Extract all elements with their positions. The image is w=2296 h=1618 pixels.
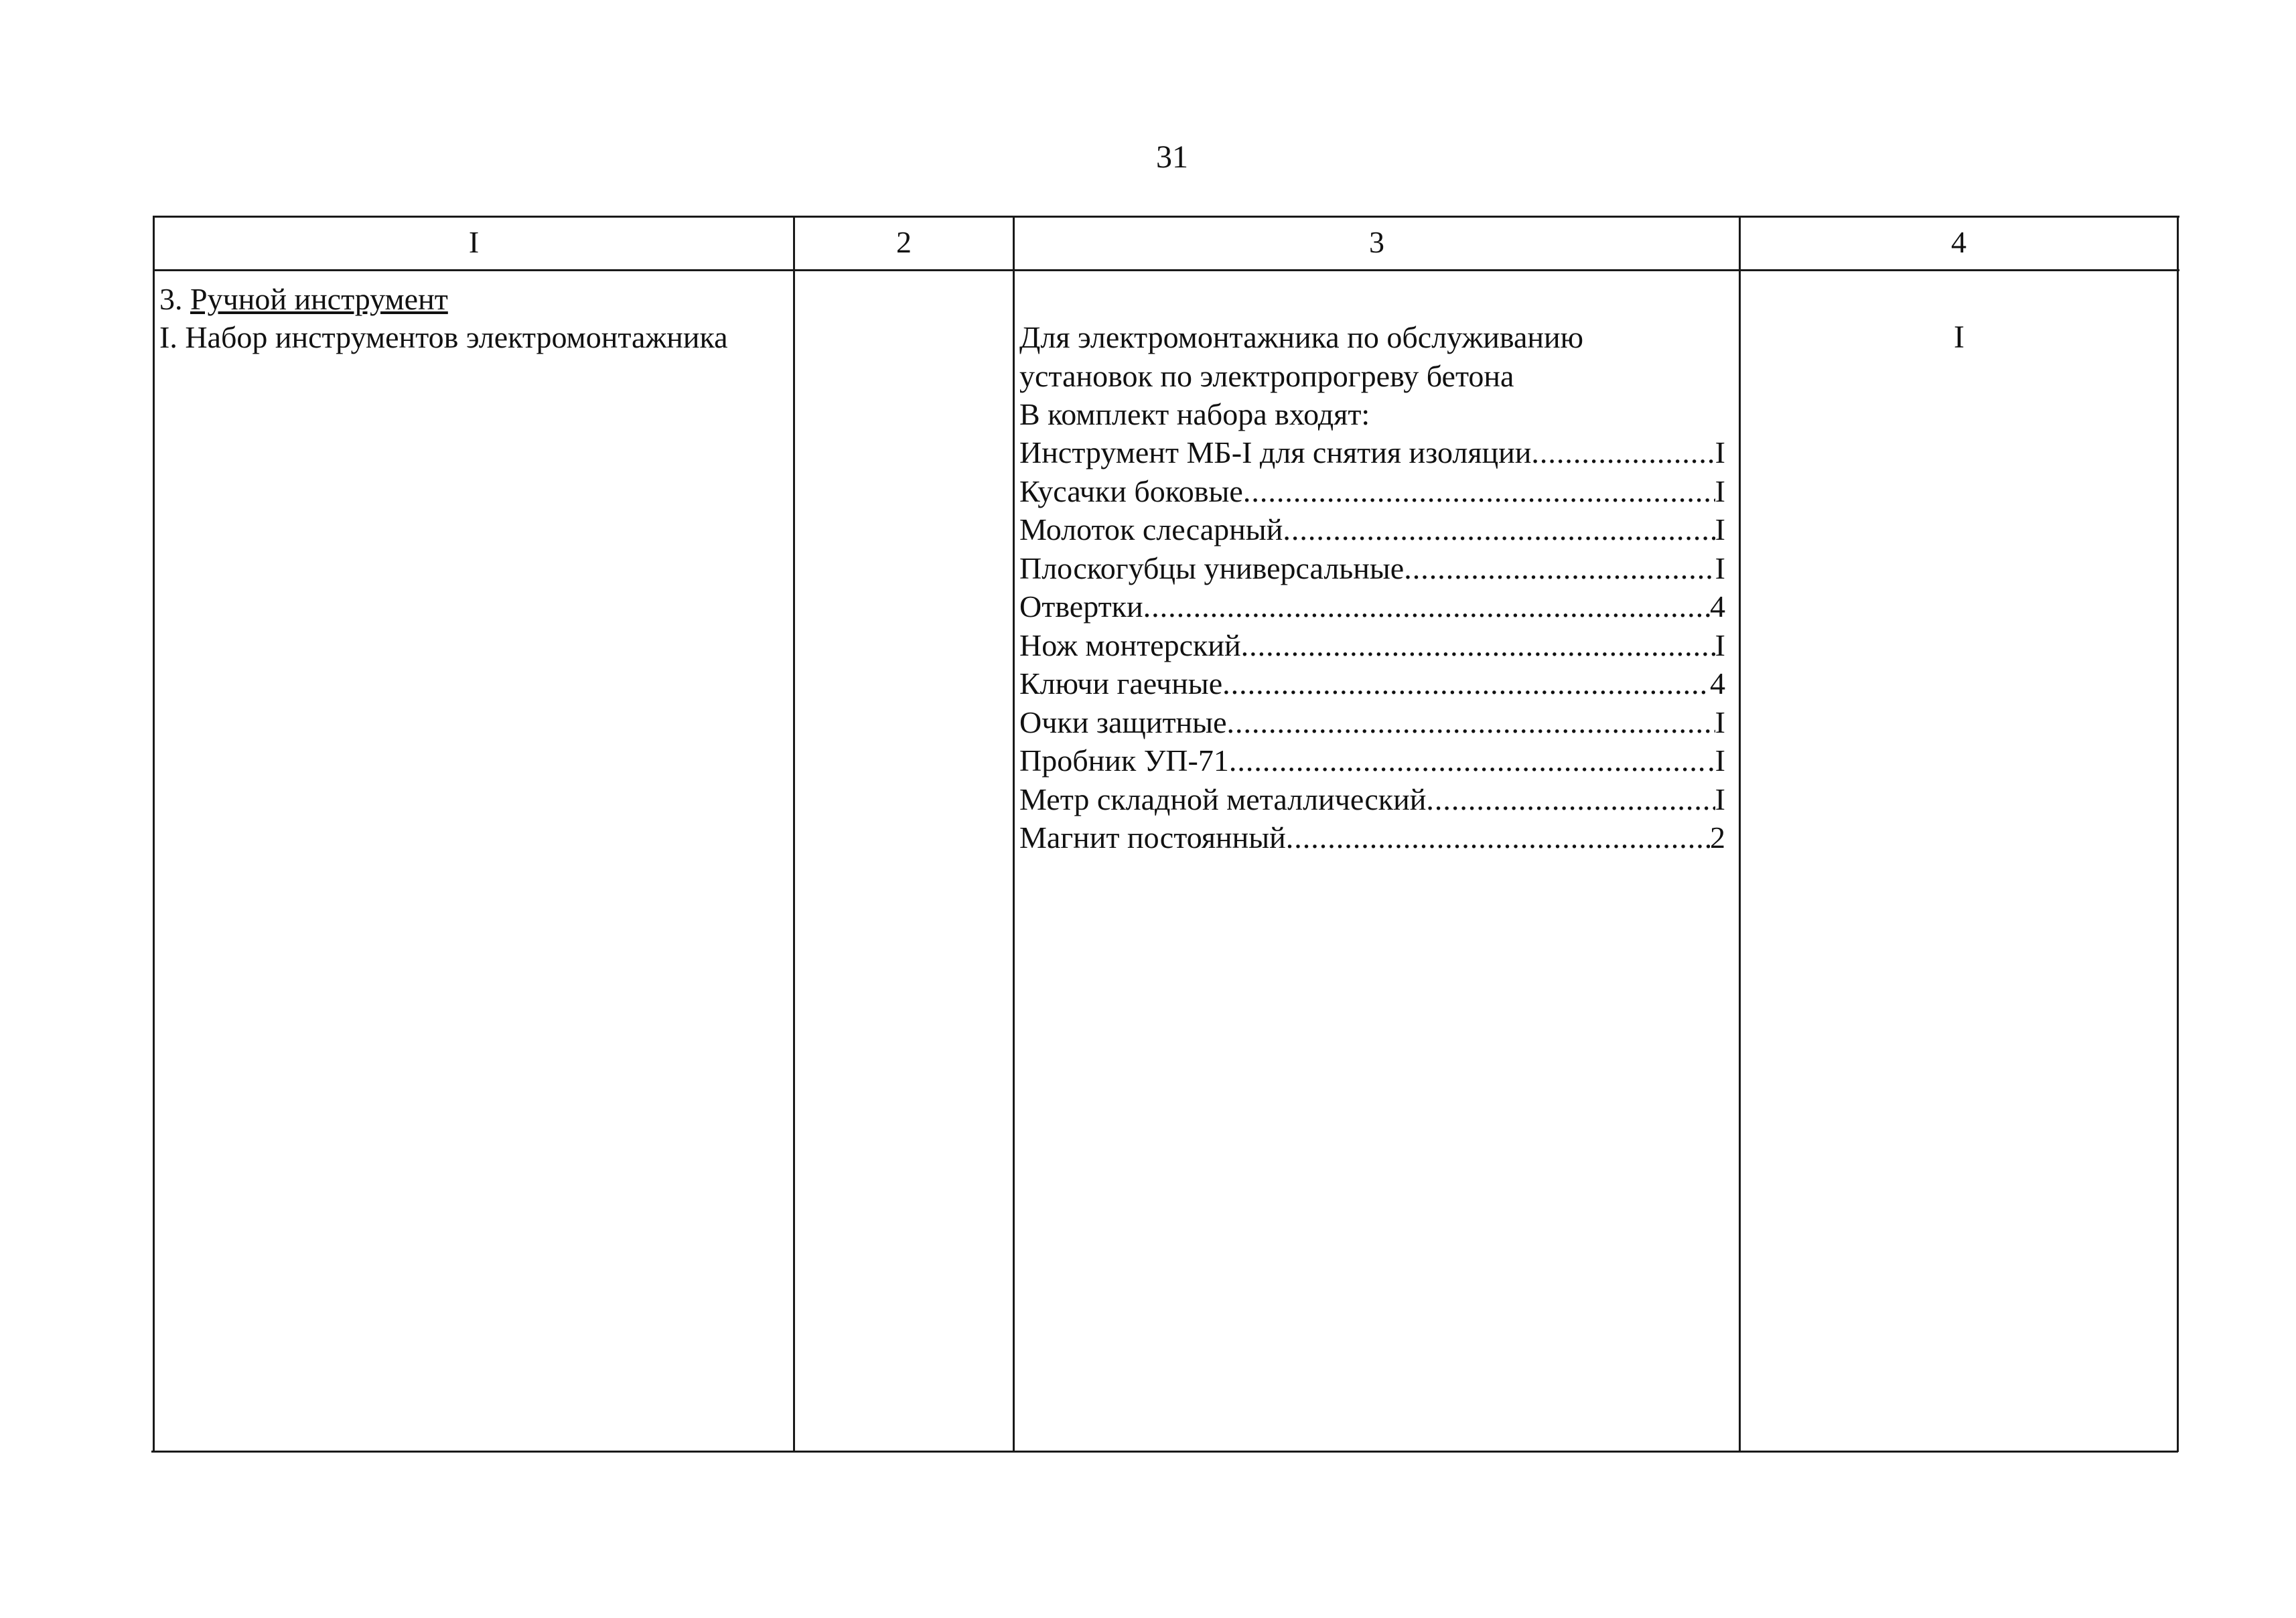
set-quantity: I [1954,319,1964,355]
kit-item-quantity: .I [1707,743,1725,778]
kit-item-quantity: I [1715,512,1725,546]
column-divider-2 [1013,216,1015,1452]
kit-item [1019,780,1725,819]
table-left-border [153,216,155,1452]
kit-item-quantity: I [1715,550,1725,585]
kit-item-name: Метр складной металлический [1019,782,1427,816]
kit-item-quantity: 2 [1710,820,1725,855]
dot-leader [1143,587,1710,626]
kit-item [1019,703,1725,742]
kit-item-name: Плоскогубцы универсальные [1019,550,1405,585]
header-cell-4: 4 [1951,225,1966,259]
column-divider-1 [793,216,795,1452]
kit-item-quantity: 4 [1710,666,1725,701]
table-right-border [2177,216,2179,1452]
header-cell-3: 3 [1369,225,1384,259]
kit-item [1019,626,1725,665]
dot-leader [1229,741,1707,780]
dot-leader [1222,664,1710,703]
kit-item-quantity: I [1715,782,1725,816]
dot-leader [1283,510,1715,549]
dot-leader [1426,780,1715,819]
item-description [1019,318,1583,434]
column-divider-3 [1739,216,1741,1452]
kit-item-quantity: 4 [1710,589,1725,623]
kit-item-name: Отвертки [1019,589,1143,623]
kit-item [1019,587,1725,626]
kit-item-name: Пробник УП-71 [1019,743,1229,778]
page-number: 31 [1156,139,1188,175]
dot-leader [1531,433,1715,472]
kit-contents-list [1019,433,1725,857]
kit-item [1019,664,1725,703]
kit-item-name: Молоток слесарный [1019,512,1283,546]
kit-item-quantity: I [1715,435,1725,469]
kit-item-name: Кусачки боковые [1019,473,1243,508]
section-heading [159,280,448,319]
kit-item [1019,818,1725,857]
dot-leader [1286,818,1710,857]
kit-item [1019,433,1725,472]
kit-item-quantity: I [1715,628,1725,662]
header-cell-1: I [468,225,480,259]
description-line: В комплект набора входят: [1019,397,1370,431]
dot-leader [1227,703,1715,742]
table-bottom-border [151,1451,2178,1453]
header-cell-2: 2 [896,225,912,259]
kit-item [1019,472,1725,511]
kit-item-name: Нож монтерский [1019,628,1241,662]
kit-item-quantity: I [1715,705,1725,739]
dot-leader [1243,472,1715,511]
dot-leader [1241,626,1715,665]
table-header-divider [154,269,2179,271]
kit-item-quantity: I [1715,473,1725,508]
kit-item-name: Ключи гаечные [1019,666,1223,701]
description-line: установок по электропрогреву бетона [1019,358,1514,393]
description-line: Для электромонтажника по обслуживанию [1019,320,1584,354]
item-name: I. Набор инструментов электромонтажника [159,320,728,354]
kit-item-name: Инструмент МБ-I для снятия изоляции [1019,435,1532,469]
section-heading-title: Ручной инструмент [190,282,448,316]
dot-leader [1404,549,1715,588]
kit-item-name: Очки защитные [1019,705,1227,739]
kit-item [1019,510,1725,549]
kit-item [1019,741,1725,780]
section-heading-number: 3. [159,282,190,316]
kit-item [1019,549,1725,588]
kit-item-name: Магнит постоянный [1019,820,1286,855]
